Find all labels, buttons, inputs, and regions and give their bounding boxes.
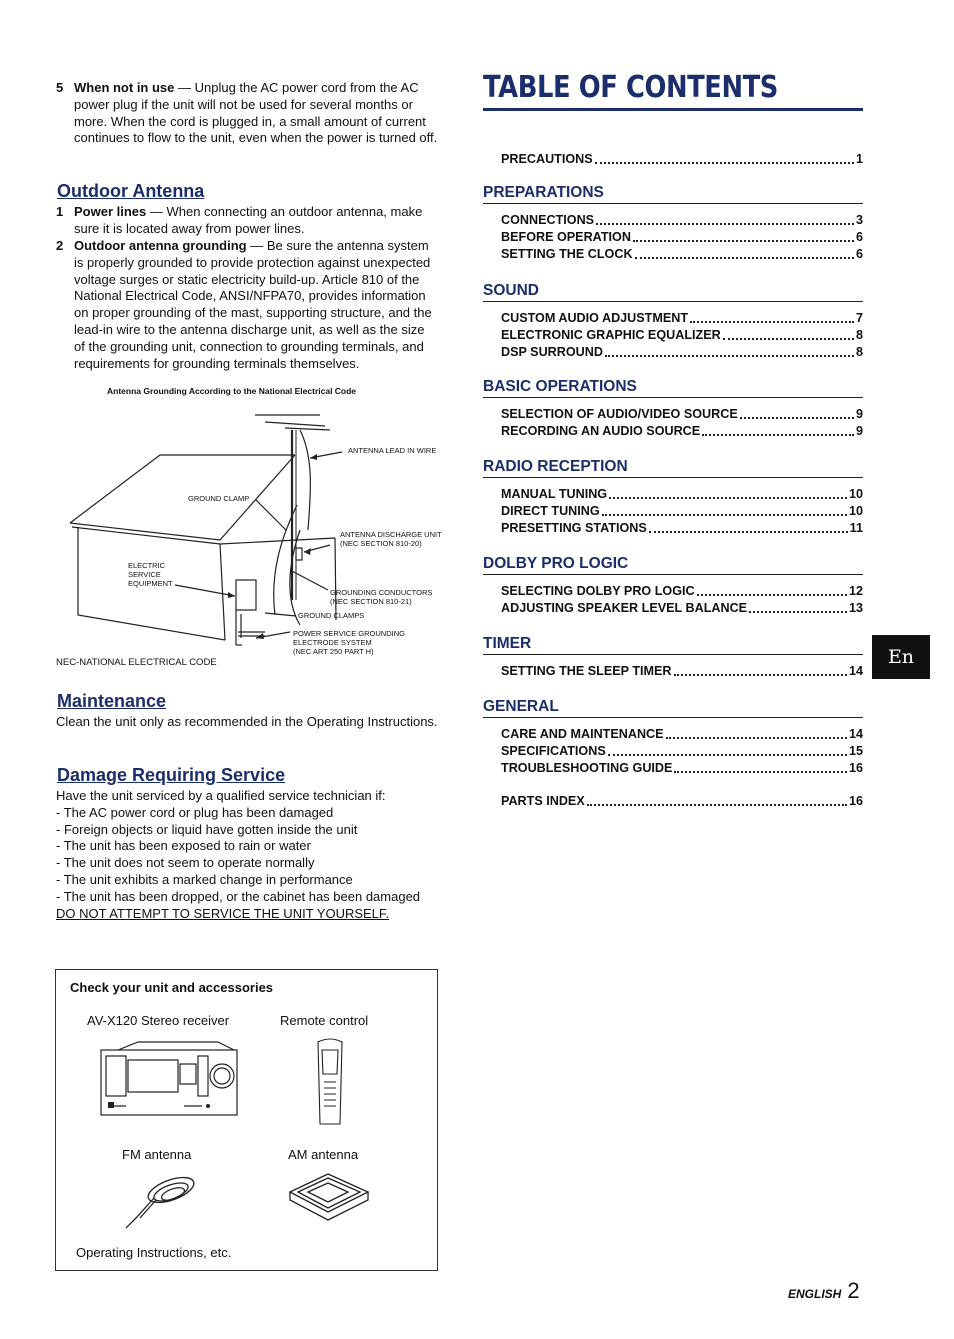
item-text: — When connecting an outdoor antenna, make sure it is located away from power lines. xyxy=(74,204,423,236)
remote-control-image xyxy=(310,1036,350,1130)
label-electric: ELECTRIC xyxy=(128,561,166,570)
label-lead-in: ANTENNA LEAD IN WIRE xyxy=(348,446,437,455)
toc-entry-label: PRECAUTIONS xyxy=(501,152,593,166)
toc-entry xyxy=(501,310,863,327)
toc-section-heading: BASIC OPERATIONS xyxy=(483,378,863,398)
toc-entry-page: 8 xyxy=(855,328,863,342)
toc-entry-page: 10 xyxy=(848,504,863,518)
item-number: 1 xyxy=(56,204,64,219)
item-when-not-in-use xyxy=(56,80,438,147)
fm-antenna-image xyxy=(116,1170,206,1230)
toc-entry-label: PRESETTING STATIONS xyxy=(501,521,647,535)
toc-section-heading: PREPARATIONS xyxy=(483,184,863,204)
label-power-service: POWER SERVICE GROUNDING xyxy=(293,629,405,638)
toc-entry-parts-index xyxy=(501,793,863,810)
label-nec-art: (NEC ART 250 PART H) xyxy=(293,647,374,656)
documents-label: Operating Instructions, etc. xyxy=(76,1245,232,1260)
toc-section-heading: TIMER xyxy=(483,635,863,655)
label-grounding-conductors: GROUNDING CONDUCTORS xyxy=(330,588,433,597)
toc-entry-page: 6 xyxy=(855,230,863,244)
toc-section-heading: GENERAL xyxy=(483,698,863,718)
toc-entry-label: SETTING THE SLEEP TIMER xyxy=(501,664,672,678)
toc-section-timer xyxy=(483,635,863,680)
toc-section-general xyxy=(483,698,863,777)
toc-entry-label: CUSTOM AUDIO ADJUSTMENT xyxy=(501,311,689,325)
toc-section-heading: RADIO RECEPTION xyxy=(483,458,863,478)
item-antenna-grounding xyxy=(56,238,438,372)
item-title: Power lines xyxy=(74,204,147,219)
receiver-image xyxy=(98,1040,240,1118)
maintenance-text: Clean the unit only as recommended in the Operating Instructions. xyxy=(56,714,438,729)
toc-entry-page: 1 xyxy=(855,152,863,166)
toc-title-rule xyxy=(483,108,863,111)
toc-section-heading: DOLBY PRO LOGIC xyxy=(483,555,863,575)
toc-entry-page: 7 xyxy=(855,311,863,325)
toc-entry xyxy=(501,423,863,440)
receiver-label: AV-X120 Stereo receiver xyxy=(87,1013,230,1028)
house-right-wall xyxy=(335,538,336,620)
item-number: 5 xyxy=(56,80,64,95)
toc-entry-page: 6 xyxy=(855,247,863,261)
damage-list xyxy=(56,788,446,922)
leader-dots xyxy=(587,793,847,806)
toc-entry-page: 14 xyxy=(848,727,863,741)
label-ground-clamps: GROUND CLAMPS xyxy=(298,611,365,620)
item-title: When not in use xyxy=(74,80,175,95)
toc-section-sound xyxy=(483,282,863,361)
toc-entry-page: 13 xyxy=(848,601,863,615)
am-antenna-label: AM antenna xyxy=(288,1147,359,1162)
toc-entry-page: 16 xyxy=(848,794,863,808)
toc-title: TABLE OF CONTENTS xyxy=(483,70,778,105)
toc-entry-page: 12 xyxy=(848,584,863,598)
toc-entry-page: 16 xyxy=(848,761,863,775)
toc-entry-page: 14 xyxy=(848,664,863,678)
toc-section-dolby-pro-logic xyxy=(483,555,863,617)
toc-title-wrap xyxy=(483,70,826,105)
item-text: — Be sure the antenna system is properly grounded to provide protection against unexpected voltage surges or static electricity build-up. Article 810 of the National Electrical Code, ANSI/NFPA70, provides information on proper grounding of the mast, supporting structure, and the lead-in wire to the antenna discharge unit, as well as the size of the grounding unit, connection to grounding terminals, and requirements for grounding terminals themselves. xyxy=(74,238,432,371)
toc-entry xyxy=(501,246,863,263)
toc-entry-label: DSP SURROUND xyxy=(501,345,603,359)
label-discharge-unit: ANTENNA DISCHARGE UNIT xyxy=(340,530,442,539)
toc-section-radio-reception xyxy=(483,458,863,537)
toc-entry xyxy=(501,726,863,743)
damage-item: - The unit has been exposed to rain or water xyxy=(56,838,311,854)
toc-entry xyxy=(501,503,863,520)
label-service: SERVICE xyxy=(128,570,161,579)
label-ground-clamp: GROUND CLAMP xyxy=(188,494,250,503)
nec-footnote: NEC-NATIONAL ELECTRICAL CODE xyxy=(56,657,217,668)
outdoor-antenna-heading: Outdoor Antenna xyxy=(57,181,205,201)
damage-item: - The AC power cord or plug has been damaged xyxy=(56,804,334,820)
page-number: 2 xyxy=(847,1278,860,1303)
toc-entry xyxy=(501,520,863,537)
leader-ground-clamp xyxy=(256,500,286,530)
toc-entry-page: 10 xyxy=(848,487,863,501)
remote-label: Remote control xyxy=(280,1013,369,1028)
damage-heading: Damage Requiring Service xyxy=(57,765,286,785)
damage-intro: Have the unit serviced by a qualified service technician if: xyxy=(56,788,386,803)
toc-entry-label: SELECTION OF AUDIO/VIDEO SOURCE xyxy=(501,407,738,421)
item-title: Outdoor antenna grounding xyxy=(74,238,247,253)
leader-dots xyxy=(595,151,854,164)
roof-line xyxy=(70,455,295,523)
toc-entry xyxy=(501,583,863,600)
toc-entry-label: RECORDING AN AUDIO SOURCE xyxy=(501,424,701,438)
label-grounding-ref: (NEC SECTION 810-21) xyxy=(330,597,412,606)
toc-entry xyxy=(501,344,863,361)
footer-language: ENGLISH xyxy=(788,1287,842,1301)
damage-item: - The unit does not seem to operate normally xyxy=(56,855,315,871)
damage-item: - Foreign objects or liquid have gotten inside the unit xyxy=(56,821,358,837)
toc-entry-page: 9 xyxy=(855,407,863,421)
toc-entry-label: BEFORE OPERATION xyxy=(501,230,631,244)
leader-clamps xyxy=(265,613,296,616)
toc-entry-label: PARTS INDEX xyxy=(501,794,585,808)
diagram-title: Antenna Grounding According to the National Electrical Code xyxy=(107,386,357,396)
toc-entry xyxy=(501,406,863,423)
am-antenna-image xyxy=(284,1168,374,1228)
item-text: — Unplug the AC power cord from the AC power plug if the unit will not be used for several months or more. When the cord is plugged in, a small amount of current continues to flow to the unit, even when the power is turned off. xyxy=(74,80,438,146)
toc-entry xyxy=(501,760,863,777)
toc-entry xyxy=(501,663,863,680)
toc-entry xyxy=(501,327,863,344)
toc-entry-page: 9 xyxy=(855,424,863,438)
toc-section-basic-operations xyxy=(483,378,863,440)
toc-entry-page: 3 xyxy=(855,213,863,227)
toc-section-heading: SOUND xyxy=(483,282,863,302)
toc-entry-page: 15 xyxy=(848,744,863,758)
toc-entry-label: MANUAL TUNING xyxy=(501,487,608,501)
toc-entry-label: SETTING THE CLOCK xyxy=(501,247,633,261)
toc-entry-label: ELECTRONIC GRAPHIC EQUALIZER xyxy=(501,328,721,342)
toc-entry-label: TROUBLESHOOTING GUIDE xyxy=(501,761,673,775)
service-equipment xyxy=(236,580,256,610)
toc-entry-label: DIRECT TUNING xyxy=(501,504,600,518)
toc-entry-page: 8 xyxy=(855,345,863,359)
damage-item: - The unit exhibits a marked change in performance xyxy=(56,871,353,887)
maintenance-heading: Maintenance xyxy=(57,691,167,711)
leader-equipment xyxy=(175,585,235,596)
toc-entry xyxy=(501,486,863,503)
page-footer xyxy=(788,1278,860,1304)
toc-entry-label: ADJUSTING SPEAKER LEVEL BALANCE xyxy=(501,601,748,615)
toc-entry-label: SPECIFICATIONS xyxy=(501,744,606,758)
toc-entry-label: CONNECTIONS xyxy=(501,213,595,227)
accessories-title: Check your unit and accessories xyxy=(70,980,274,995)
language-tab: En xyxy=(872,635,930,679)
toc-entry xyxy=(501,600,863,617)
toc-section-preparations xyxy=(483,184,863,263)
item-power-lines xyxy=(56,204,438,238)
house-corner xyxy=(220,544,225,640)
damage-item: - The unit has been dropped, or the cabinet has been damaged xyxy=(56,888,421,904)
toc-entry-precautions xyxy=(501,151,863,168)
service-warning: DO NOT ATTEMPT TO SERVICE THE UNIT YOURSELF. xyxy=(56,905,390,921)
label-equipment: EQUIPMENT xyxy=(128,579,173,588)
fm-antenna-label: FM antenna xyxy=(122,1147,192,1162)
toc-entry xyxy=(501,743,863,760)
toc-entry-label: SELECTING DOLBY PRO LOGIC xyxy=(501,584,695,598)
toc-entry-label: CARE AND MAINTENANCE xyxy=(501,727,664,741)
label-discharge-ref: (NEC SECTION 810-20) xyxy=(340,539,422,548)
toc-entry xyxy=(501,212,863,229)
toc-entry xyxy=(501,229,863,246)
toc-entry-page: 11 xyxy=(849,521,863,535)
accessories-box xyxy=(55,969,438,1271)
label-electrode: ELECTRODE SYSTEM xyxy=(293,638,372,647)
item-number: 2 xyxy=(56,238,64,253)
